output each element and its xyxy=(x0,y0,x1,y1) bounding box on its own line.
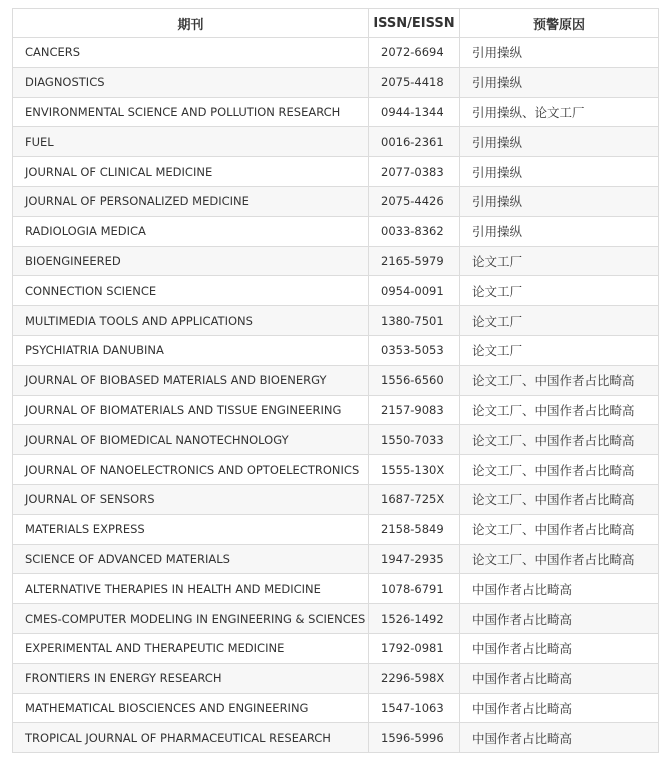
journal-cell: BIOENGINEERED xyxy=(13,246,369,276)
issn-cell: 0353-5053 xyxy=(369,335,460,365)
reason-cell: 引用操纵 xyxy=(460,157,659,187)
journal-cell: MATERIALS EXPRESS xyxy=(13,514,369,544)
issn-cell: 2157-9083 xyxy=(369,395,460,425)
table-row xyxy=(13,335,659,365)
table-row xyxy=(13,663,659,693)
reason-cell: 中国作者占比畸高 xyxy=(460,574,659,604)
issn-cell: 2296-598X xyxy=(369,663,460,693)
table-header xyxy=(13,9,659,38)
header-row xyxy=(13,9,659,38)
issn-cell: 1547-1063 xyxy=(369,693,460,723)
issn-cell: 2075-4426 xyxy=(369,186,460,216)
table-row xyxy=(13,723,659,753)
table-row xyxy=(13,157,659,187)
header-issn: ISSN/EISSN xyxy=(369,9,460,38)
reason-cell: 引用操纵、论文工厂 xyxy=(460,97,659,127)
table-row xyxy=(13,425,659,455)
reason-cell: 论文工厂、中国作者占比畸高 xyxy=(460,514,659,544)
issn-cell: 2158-5849 xyxy=(369,514,460,544)
reason-cell: 论文工厂、中国作者占比畸高 xyxy=(460,544,659,574)
issn-cell: 1556-6560 xyxy=(369,365,460,395)
reason-cell: 引用操纵 xyxy=(460,216,659,246)
table-row xyxy=(13,633,659,663)
journal-warning-table xyxy=(12,8,659,753)
reason-cell: 论文工厂、中国作者占比畸高 xyxy=(460,425,659,455)
table-row xyxy=(13,574,659,604)
reason-cell: 论文工厂、中国作者占比畸高 xyxy=(460,365,659,395)
issn-cell: 0954-0091 xyxy=(369,276,460,306)
issn-cell: 1792-0981 xyxy=(369,633,460,663)
issn-cell: 1078-6791 xyxy=(369,574,460,604)
table-row xyxy=(13,514,659,544)
table-row xyxy=(13,186,659,216)
table-row xyxy=(13,693,659,723)
issn-cell: 1687-725X xyxy=(369,484,460,514)
reason-cell: 论文工厂 xyxy=(460,335,659,365)
table-row xyxy=(13,276,659,306)
journal-cell: RADIOLOGIA MEDICA xyxy=(13,216,369,246)
issn-cell: 1380-7501 xyxy=(369,306,460,336)
journal-cell: FRONTIERS IN ENERGY RESEARCH xyxy=(13,663,369,693)
reason-cell: 论文工厂 xyxy=(460,246,659,276)
journal-cell: JOURNAL OF SENSORS xyxy=(13,484,369,514)
table-row xyxy=(13,67,659,97)
journal-cell: DIAGNOSTICS xyxy=(13,67,369,97)
reason-cell: 论文工厂、中国作者占比畸高 xyxy=(460,484,659,514)
reason-cell: 论文工厂、中国作者占比畸高 xyxy=(460,455,659,485)
issn-cell: 2077-0383 xyxy=(369,157,460,187)
table-row xyxy=(13,484,659,514)
table-row xyxy=(13,544,659,574)
journal-cell: TROPICAL JOURNAL OF PHARMACEUTICAL RESEARCH xyxy=(13,723,369,753)
journal-cell: JOURNAL OF CLINICAL MEDICINE xyxy=(13,157,369,187)
journal-cell: MATHEMATICAL BIOSCIENCES AND ENGINEERING xyxy=(13,693,369,723)
journal-cell: ENVIRONMENTAL SCIENCE AND POLLUTION RESEARCH xyxy=(13,97,369,127)
table-row xyxy=(13,395,659,425)
issn-cell: 1526-1492 xyxy=(369,604,460,634)
header-reason: 预警原因 xyxy=(460,9,659,38)
table-row xyxy=(13,97,659,127)
journal-cell: SCIENCE OF ADVANCED MATERIALS xyxy=(13,544,369,574)
issn-cell: 2072-6694 xyxy=(369,38,460,68)
journal-warning-table-container xyxy=(12,8,658,753)
issn-cell: 1550-7033 xyxy=(369,425,460,455)
reason-cell: 引用操纵 xyxy=(460,38,659,68)
reason-cell: 中国作者占比畸高 xyxy=(460,663,659,693)
reason-cell: 引用操纵 xyxy=(460,67,659,97)
table-row xyxy=(13,306,659,336)
reason-cell: 中国作者占比畸高 xyxy=(460,604,659,634)
journal-cell: PSYCHIATRIA DANUBINA xyxy=(13,335,369,365)
issn-cell: 2165-5979 xyxy=(369,246,460,276)
reason-cell: 中国作者占比畸高 xyxy=(460,693,659,723)
table-row xyxy=(13,38,659,68)
table-row xyxy=(13,365,659,395)
issn-cell: 1947-2935 xyxy=(369,544,460,574)
table-row xyxy=(13,127,659,157)
journal-cell: MULTIMEDIA TOOLS AND APPLICATIONS xyxy=(13,306,369,336)
table-row xyxy=(13,216,659,246)
journal-cell: JOURNAL OF BIOBASED MATERIALS AND BIOENERGY xyxy=(13,365,369,395)
table-row xyxy=(13,455,659,485)
journal-cell: CONNECTION SCIENCE xyxy=(13,276,369,306)
issn-cell: 0033-8362 xyxy=(369,216,460,246)
journal-cell: ALTERNATIVE THERAPIES IN HEALTH AND MEDICINE xyxy=(13,574,369,604)
journal-cell: JOURNAL OF NANOELECTRONICS AND OPTOELECTRONICS xyxy=(13,455,369,485)
journal-cell: JOURNAL OF PERSONALIZED MEDICINE xyxy=(13,186,369,216)
issn-cell: 0944-1344 xyxy=(369,97,460,127)
issn-cell: 0016-2361 xyxy=(369,127,460,157)
reason-cell: 引用操纵 xyxy=(460,186,659,216)
table-body xyxy=(13,38,659,753)
reason-cell: 引用操纵 xyxy=(460,127,659,157)
journal-cell: EXPERIMENTAL AND THERAPEUTIC MEDICINE xyxy=(13,633,369,663)
issn-cell: 1596-5996 xyxy=(369,723,460,753)
reason-cell: 中国作者占比畸高 xyxy=(460,633,659,663)
table-row xyxy=(13,246,659,276)
reason-cell: 论文工厂 xyxy=(460,306,659,336)
header-journal: 期刊 xyxy=(13,9,369,38)
journal-cell: CANCERS xyxy=(13,38,369,68)
journal-cell: CMES-COMPUTER MODELING IN ENGINEERING & SCIENCES xyxy=(13,604,369,634)
reason-cell: 论文工厂、中国作者占比畸高 xyxy=(460,395,659,425)
table-row xyxy=(13,604,659,634)
journal-cell: FUEL xyxy=(13,127,369,157)
reason-cell: 论文工厂 xyxy=(460,276,659,306)
issn-cell: 2075-4418 xyxy=(369,67,460,97)
reason-cell: 中国作者占比畸高 xyxy=(460,723,659,753)
journal-cell: JOURNAL OF BIOMEDICAL NANOTECHNOLOGY xyxy=(13,425,369,455)
journal-cell: JOURNAL OF BIOMATERIALS AND TISSUE ENGINEERING xyxy=(13,395,369,425)
issn-cell: 1555-130X xyxy=(369,455,460,485)
